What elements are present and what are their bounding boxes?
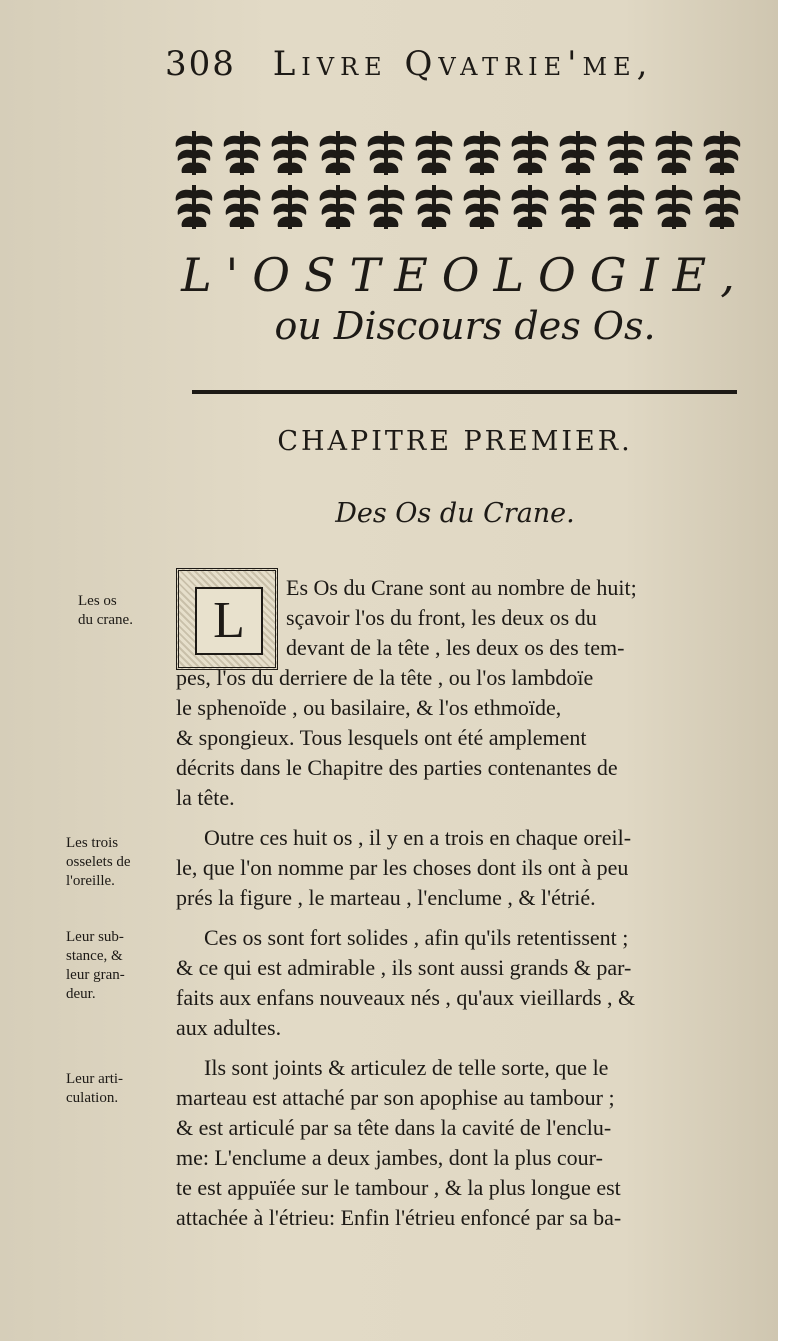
fleuron-ornament (176, 131, 213, 175)
fleuron-ornament (176, 185, 213, 229)
body-line: décrits dans le Chapitre des parties contenantes de (176, 755, 618, 780)
body-line: marteau est attaché par son apophise au tambour ; (176, 1085, 615, 1110)
book-title: L'OSTEOLOGIE, (181, 248, 749, 302)
fleuron-ornament (608, 185, 645, 229)
fleuron-ornament (224, 185, 261, 229)
fleuron-ornament (416, 131, 453, 175)
fleuron-ornament (512, 185, 549, 229)
body-line: Es Os du Crane sont au nombre de huit; (286, 575, 637, 600)
body-line: & spongieux. Tous lesquels ont été amplement (176, 725, 587, 750)
chapter-heading: CHAPITRE PREMIER. (277, 426, 633, 457)
margin-note (78, 592, 133, 630)
body-line: faits aux enfans nouveaux nés , qu'aux vieillards , & (176, 985, 636, 1010)
section-heading: Des Os du Crane. (335, 498, 575, 529)
margin-note-line: stance, & (66, 948, 123, 964)
body-line: & ce qui est admirable , ils sont aussi grands & par- (176, 955, 632, 980)
fleuron-ornament (656, 131, 693, 175)
margin-note-line: Leur arti- (66, 1071, 124, 1087)
fleuron-ornament (368, 131, 405, 175)
fleuron-ornament (224, 131, 261, 175)
margin-note-line: du crane. (78, 612, 133, 628)
body-line: le sphenoïde , ou basilaire, & l'os ethmoïde, (176, 695, 562, 720)
fleuron-ornament (704, 185, 741, 229)
margin-note-line: l'oreille. (66, 873, 115, 889)
body-line: la tête. (176, 785, 235, 810)
body-line: pes, l'os du derriere de la tête , ou l'os lambdoïe (176, 665, 594, 690)
body-line: attachée à l'étrieu: Enfin l'étrieu enfoncé par sa ba- (176, 1205, 622, 1230)
margin-note-line: Les trois (66, 835, 119, 851)
body-line: Ils sont joints & articulez de telle sorte, que le (204, 1055, 609, 1080)
margin-note (66, 928, 125, 1004)
fleuron-ornament (464, 185, 501, 229)
book-subtitle: ou Discours des Os. (274, 304, 656, 348)
margin-note (66, 1070, 123, 1108)
fleuron-ornament (656, 185, 693, 229)
fleuron-ornament (608, 131, 645, 175)
body-line: te est appuïée sur le tambour , & la plus longue est (176, 1175, 621, 1200)
margin-note-line: Les os (78, 593, 117, 609)
margin-note-line: osselets de (66, 854, 131, 870)
fleuron-ornament (272, 185, 309, 229)
body-line: le, que l'on nomme par les choses dont ils ont à peu (176, 855, 629, 880)
body-line: Outre ces huit os , il y en a trois en chaque oreil- (204, 825, 632, 850)
fleuron-ornament (560, 131, 597, 175)
fleuron-ornament (320, 131, 357, 175)
horizontal-rule (192, 390, 737, 394)
running-header (165, 44, 685, 84)
margin-note-line: deur. (66, 986, 96, 1002)
margin-note-line: culation. (66, 1090, 119, 1106)
body-line: prés la figure , le marteau , l'enclume , & l'étrié. (176, 885, 596, 910)
running-title: Livre Qvatrie'me, (272, 44, 654, 84)
fleuron-ornament (416, 185, 453, 229)
page-edge (778, 0, 800, 1341)
ornamental-band (170, 125, 745, 233)
margin-note-line: Leur sub- (66, 929, 124, 945)
drop-cap-letter: L (195, 587, 263, 655)
margin-note (66, 834, 131, 891)
page-number: 308 (165, 44, 236, 84)
body-line: sçavoir l'os du front, les deux os du (286, 605, 597, 630)
margin-note-line: leur gran- (66, 967, 125, 983)
body-line: aux adultes. (176, 1015, 282, 1040)
fleuron-ornament (368, 185, 405, 229)
fleuron-ornament (704, 131, 741, 175)
body-line: devant de la tête , les deux os des tem- (286, 635, 625, 660)
body-line: Ces os sont fort solides , afin qu'ils retentissent ; (204, 925, 629, 950)
fleuron-ornament (320, 185, 357, 229)
body-line: me: L'enclume a deux jambes, dont la plus cour- (176, 1145, 603, 1170)
fleuron-ornament (272, 131, 309, 175)
fleuron-ornament (560, 185, 597, 229)
drop-cap (176, 568, 278, 670)
fleuron-ornament (512, 131, 549, 175)
fleuron-ornament (464, 131, 501, 175)
body-line: & est articulé par sa tête dans la cavité de l'enclu- (176, 1115, 612, 1140)
